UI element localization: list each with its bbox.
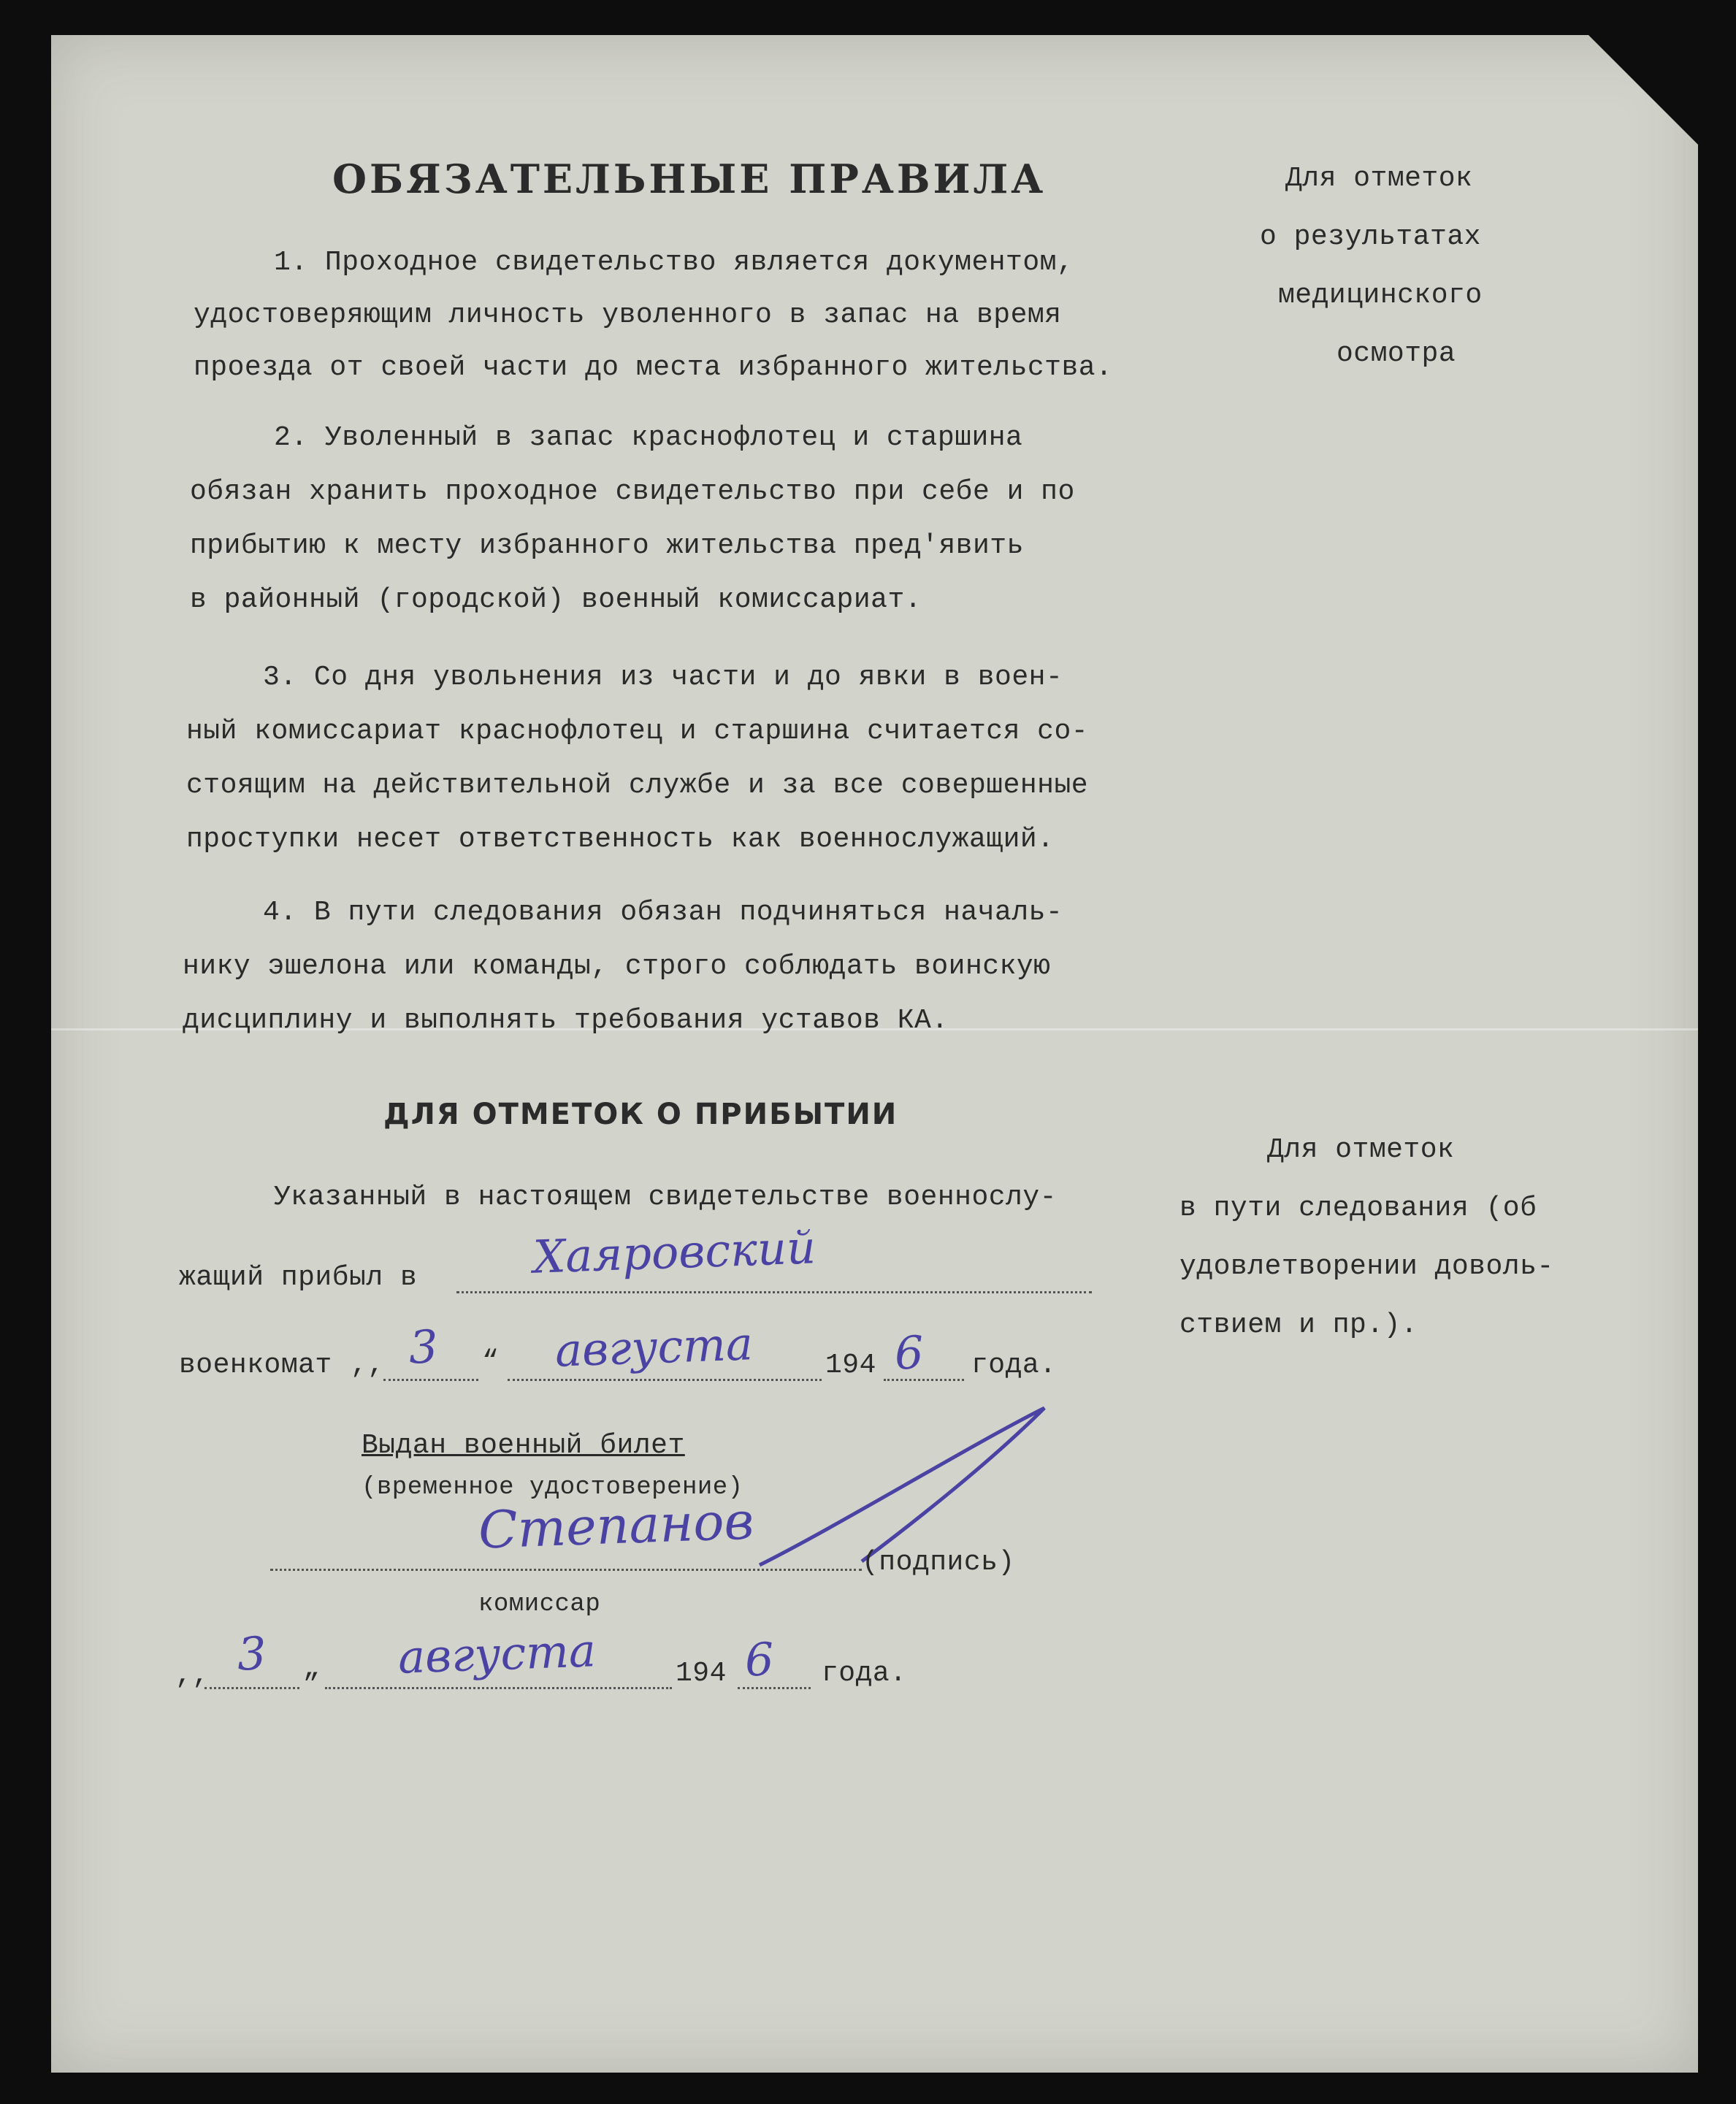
rule-2-line-1: 2. Уволенный в запас краснофлотец и старшина [274,422,1023,454]
medical-note-line-4: осмотра [1337,338,1456,370]
travel-note-line-2: в пути следования (об [1179,1193,1537,1224]
date2-quote-close: „ [303,1653,321,1684]
date2-day-line [204,1687,299,1689]
handwritten-day-2: 3 [236,1626,267,1681]
month-fill-line [508,1379,822,1381]
commissar-label: комиссар [478,1591,601,1618]
quote-close: “ [482,1346,500,1377]
handwritten-place: Хаяровский [532,1220,817,1284]
handwritten-month: августа [554,1317,754,1377]
year-fill-line [884,1379,964,1381]
rule-3-line-2: ный комиссариат краснофлотец и старшина считается со- [186,716,1089,747]
day-fill-line [383,1379,478,1381]
date2-month-line [325,1687,672,1689]
rule-3-line-3: стоящим на действительной службе и за все совершенные [186,770,1089,801]
handwritten-year-digit-2: 6 [743,1632,775,1687]
arrival-heading: ДЛЯ ОТМЕТОК О ПРИБЫТИИ [383,1098,898,1131]
arrival-line-2-label: жащий прибыл в [179,1262,418,1293]
arrival-line-1: Указанный в настоящем свидетельстве военнослу- [274,1182,1057,1213]
date2-year-line [738,1687,811,1689]
rule-4-line-3: дисциплину и выполнять требования уставов КА. [183,1005,949,1036]
quote-open: ,, [351,1350,385,1381]
document-sheet [51,35,1698,2073]
issued-line-2: (временное удостоверение) [362,1474,743,1502]
travel-note-line-4: ствием и пр.). [1179,1309,1418,1341]
rule-2-line-3: прибытию к месту избранного жительства пред'явить [190,530,1024,562]
handwritten-day: 3 [408,1320,439,1374]
medical-note-line-1: Для отметок [1285,163,1473,194]
handwritten-year-digit: 6 [893,1325,925,1380]
medical-note-line-3: медицинского [1278,280,1483,311]
year-suffix: года. [971,1350,1057,1381]
medical-note-line-2: о результатах [1260,221,1481,253]
rule-4-line-1: 4. В пути следования обязан подчиняться началь- [263,897,1063,928]
arrival-line-3-label: военкомат [179,1350,332,1381]
issued-line-1: Выдан военный билет [362,1430,685,1461]
document-title: ОБЯЗАТЕЛЬНЫЕ ПРАВИЛА [332,156,1047,202]
rule-1-line-3: проезда от своей части до места избранного жительства. [194,352,1113,383]
place-fill-line [456,1291,1092,1293]
rule-4-line-2: нику эшелона или команды, строго соблюдать воинскую [183,951,1051,982]
rule-3-line-4: проступки несет ответственность как военнослужащий. [186,824,1055,855]
handwritten-signature: Степанов [477,1491,755,1561]
date2-year-suffix: года. [822,1658,907,1689]
year-prefix: 194 [825,1350,876,1381]
rule-1-line-2: удостоверяющим личность уволенного в запас на время [194,299,1062,331]
rule-1-line-1: 1. Проходное свидетельство является документом, [274,247,1074,278]
signature-label: (подпись) [862,1547,1015,1578]
travel-note-line-1: Для отметок [1267,1134,1455,1166]
rule-2-line-4: в районный (городской) военный комиссариат. [190,584,922,616]
date2-quote-open: ,, [175,1660,210,1691]
handwritten-month-2: августа [397,1623,597,1684]
travel-note-line-3: удовлетворении доволь- [1179,1251,1554,1282]
date2-year-prefix: 194 [676,1658,727,1689]
torn-corner [1588,35,1698,145]
rule-2-line-2: обязан хранить проходное свидетельство при себе и по [190,476,1075,508]
rule-3-line-1: 3. Со дня увольнения из части и до явки в воен- [263,662,1063,693]
